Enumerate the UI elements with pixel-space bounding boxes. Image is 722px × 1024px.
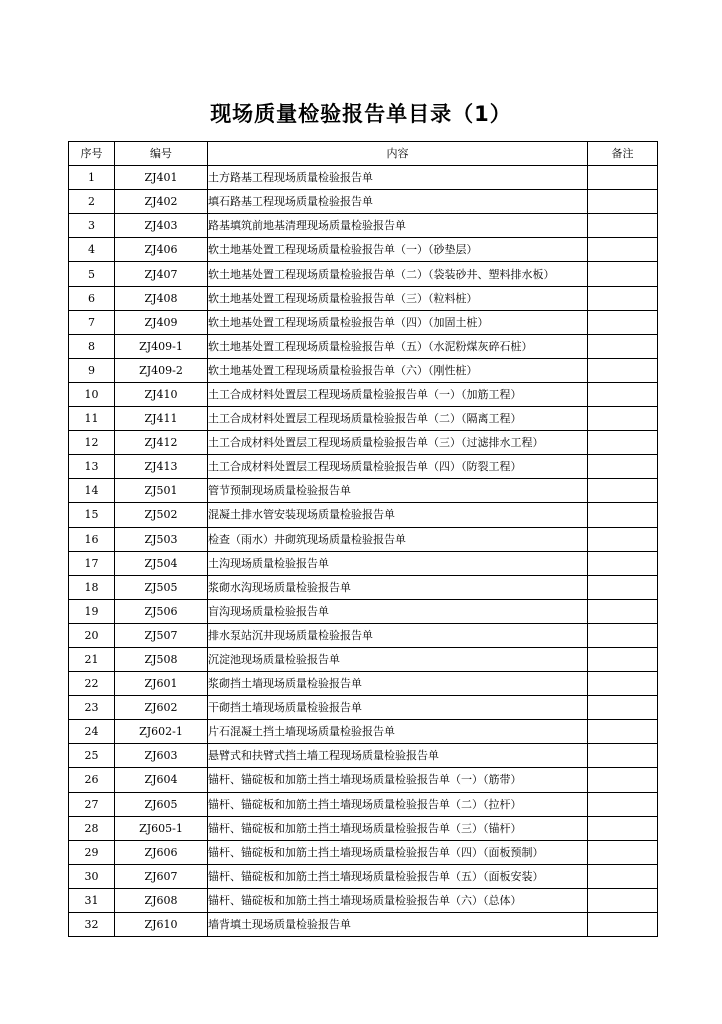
row-seq: 9 (69, 358, 115, 382)
row-seq: 16 (69, 527, 115, 551)
header-code: 编号 (115, 142, 208, 166)
row-content: 管节预制现场质量检验报告单 (208, 479, 588, 503)
row-code: ZJ412 (115, 431, 208, 455)
row-note (588, 358, 658, 382)
row-seq: 4 (69, 238, 115, 262)
header-content: 内容 (208, 142, 588, 166)
row-note (588, 913, 658, 937)
row-seq: 10 (69, 382, 115, 406)
row-code: ZJ603 (115, 744, 208, 768)
table-row (69, 792, 658, 816)
row-code: ZJ602-1 (115, 720, 208, 744)
row-seq: 3 (69, 214, 115, 238)
row-note (588, 431, 658, 455)
row-note (588, 792, 658, 816)
row-content: 片石混凝土挡土墙现场质量检验报告单 (208, 720, 588, 744)
row-seq: 18 (69, 575, 115, 599)
row-note (588, 286, 658, 310)
row-note (588, 647, 658, 671)
row-code: ZJ606 (115, 840, 208, 864)
table-row (69, 551, 658, 575)
table-header-row (69, 142, 658, 166)
row-content: 土工合成材料处置层工程现场质量检验报告单（四）（防裂工程） (208, 455, 588, 479)
row-code: ZJ409 (115, 310, 208, 334)
row-content: 软土地基处置工程现场质量检验报告单（一）（砂垫层） (208, 238, 588, 262)
row-note (588, 623, 658, 647)
row-seq: 14 (69, 479, 115, 503)
row-note (588, 238, 658, 262)
table-row (69, 190, 658, 214)
page-title: 现场质量检验报告单目录（1） (210, 102, 512, 126)
table-row (69, 840, 658, 864)
table-row (69, 864, 658, 888)
row-code: ZJ402 (115, 190, 208, 214)
row-code: ZJ407 (115, 262, 208, 286)
row-seq: 22 (69, 672, 115, 696)
row-seq: 21 (69, 647, 115, 671)
row-seq: 27 (69, 792, 115, 816)
row-seq: 1 (69, 166, 115, 190)
table-row (69, 623, 658, 647)
row-content: 土工合成材料处置层工程现场质量检验报告单（三）（过滤排水工程） (208, 431, 588, 455)
table-row (69, 888, 658, 912)
catalog-table (68, 141, 658, 937)
row-content: 浆砌水沟现场质量检验报告单 (208, 575, 588, 599)
row-note (588, 407, 658, 431)
row-seq: 30 (69, 864, 115, 888)
table-row (69, 238, 658, 262)
row-seq: 8 (69, 334, 115, 358)
table-row (69, 599, 658, 623)
row-content: 混凝土排水管安装现场质量检验报告单 (208, 503, 588, 527)
row-code: ZJ406 (115, 238, 208, 262)
table-row (69, 455, 658, 479)
row-code: ZJ409-2 (115, 358, 208, 382)
row-seq: 5 (69, 262, 115, 286)
row-seq: 28 (69, 816, 115, 840)
row-code: ZJ610 (115, 913, 208, 937)
row-note (588, 696, 658, 720)
row-note (588, 551, 658, 575)
row-code: ZJ502 (115, 503, 208, 527)
row-content: 软土地基处置工程现场质量检验报告单（二）（袋装砂井、塑料排水板） (208, 262, 588, 286)
row-note (588, 840, 658, 864)
header-seq: 序号 (69, 142, 115, 166)
row-note (588, 190, 658, 214)
row-seq: 15 (69, 503, 115, 527)
table-row (69, 431, 658, 455)
row-seq: 17 (69, 551, 115, 575)
row-content: 锚杆、锚碇板和加筋土挡土墙现场质量检验报告单（二）（拉杆） (208, 792, 588, 816)
row-seq: 7 (69, 310, 115, 334)
row-content: 软土地基处置工程现场质量检验报告单（五）（水泥粉煤灰碎石桩） (208, 334, 588, 358)
row-content: 土沟现场质量检验报告单 (208, 551, 588, 575)
row-code: ZJ605 (115, 792, 208, 816)
table-row (69, 672, 658, 696)
row-content: 土方路基工程现场质量检验报告单 (208, 166, 588, 190)
row-code: ZJ601 (115, 672, 208, 696)
row-note (588, 744, 658, 768)
row-content: 软土地基处置工程现场质量检验报告单（四）（加固土桩） (208, 310, 588, 334)
row-seq: 32 (69, 913, 115, 937)
row-content: 浆砌挡土墙现场质量检验报告单 (208, 672, 588, 696)
table-row (69, 768, 658, 792)
row-code: ZJ507 (115, 623, 208, 647)
row-code: ZJ409-1 (115, 334, 208, 358)
row-code: ZJ506 (115, 599, 208, 623)
row-seq: 31 (69, 888, 115, 912)
table-row (69, 503, 658, 527)
row-seq: 11 (69, 407, 115, 431)
row-note (588, 455, 658, 479)
row-note (588, 214, 658, 238)
table-row (69, 575, 658, 599)
table-row (69, 720, 658, 744)
row-note (588, 382, 658, 406)
row-content: 软土地基处置工程现场质量检验报告单（三）（粒料桩） (208, 286, 588, 310)
table-row (69, 816, 658, 840)
row-seq: 6 (69, 286, 115, 310)
row-content: 锚杆、锚碇板和加筋土挡土墙现场质量检验报告单（四）（面板预制） (208, 840, 588, 864)
row-note (588, 672, 658, 696)
table-row (69, 744, 658, 768)
row-seq: 24 (69, 720, 115, 744)
row-seq: 20 (69, 623, 115, 647)
row-content: 盲沟现场质量检验报告单 (208, 599, 588, 623)
row-seq: 2 (69, 190, 115, 214)
row-content: 填石路基工程现场质量检验报告单 (208, 190, 588, 214)
table-row (69, 166, 658, 190)
row-seq: 26 (69, 768, 115, 792)
table-row (69, 262, 658, 286)
row-seq: 23 (69, 696, 115, 720)
table-row (69, 358, 658, 382)
table-row (69, 913, 658, 937)
row-note (588, 864, 658, 888)
row-code: ZJ503 (115, 527, 208, 551)
row-code: ZJ410 (115, 382, 208, 406)
row-content: 检查（雨水）井砌筑现场质量检验报告单 (208, 527, 588, 551)
row-content: 干砌挡土墙现场质量检验报告单 (208, 696, 588, 720)
row-code: ZJ401 (115, 166, 208, 190)
row-note (588, 262, 658, 286)
header-note: 备注 (588, 142, 658, 166)
row-content: 墙背填土现场质量检验报告单 (208, 913, 588, 937)
table-row (69, 214, 658, 238)
row-code: ZJ411 (115, 407, 208, 431)
row-content: 锚杆、锚碇板和加筋土挡土墙现场质量检验报告单（三）（锚杆） (208, 816, 588, 840)
row-note (588, 599, 658, 623)
row-seq: 19 (69, 599, 115, 623)
table-body (69, 166, 658, 937)
table-row (69, 382, 658, 406)
row-seq: 29 (69, 840, 115, 864)
row-seq: 25 (69, 744, 115, 768)
row-content: 沉淀池现场质量检验报告单 (208, 647, 588, 671)
row-code: ZJ413 (115, 455, 208, 479)
row-note (588, 527, 658, 551)
row-note (588, 816, 658, 840)
row-seq: 12 (69, 431, 115, 455)
row-code: ZJ605-1 (115, 816, 208, 840)
row-code: ZJ408 (115, 286, 208, 310)
row-content: 锚杆、锚碇板和加筋土挡土墙现场质量检验报告单（五）（面板安装） (208, 864, 588, 888)
row-code: ZJ403 (115, 214, 208, 238)
row-code: ZJ608 (115, 888, 208, 912)
row-code: ZJ504 (115, 551, 208, 575)
table-row (69, 696, 658, 720)
table-row (69, 527, 658, 551)
row-code: ZJ501 (115, 479, 208, 503)
row-seq: 13 (69, 455, 115, 479)
row-code: ZJ604 (115, 768, 208, 792)
table-row (69, 479, 658, 503)
table-row (69, 310, 658, 334)
row-note (588, 479, 658, 503)
row-code: ZJ602 (115, 696, 208, 720)
row-note (588, 503, 658, 527)
row-note (588, 768, 658, 792)
row-content: 土工合成材料处置层工程现场质量检验报告单（二）（隔离工程） (208, 407, 588, 431)
table-row (69, 286, 658, 310)
row-content: 锚杆、锚碇板和加筋土挡土墙现场质量检验报告单（一）（筋带） (208, 768, 588, 792)
row-note (588, 334, 658, 358)
table-row (69, 647, 658, 671)
row-note (588, 575, 658, 599)
row-code: ZJ607 (115, 864, 208, 888)
row-content: 悬臂式和扶臂式挡土墙工程现场质量检验报告单 (208, 744, 588, 768)
table-row (69, 407, 658, 431)
row-content: 路基填筑前地基清理现场质量检验报告单 (208, 214, 588, 238)
row-note (588, 166, 658, 190)
row-content: 软土地基处置工程现场质量检验报告单（六）（刚性桩） (208, 358, 588, 382)
row-note (588, 720, 658, 744)
row-content: 排水泵站沉井现场质量检验报告单 (208, 623, 588, 647)
row-content: 锚杆、锚碇板和加筋土挡土墙现场质量检验报告单（六）（总体） (208, 888, 588, 912)
row-note (588, 888, 658, 912)
row-code: ZJ505 (115, 575, 208, 599)
row-note (588, 310, 658, 334)
table-row (69, 334, 658, 358)
row-code: ZJ508 (115, 647, 208, 671)
row-content: 土工合成材料处置层工程现场质量检验报告单（一）（加筋工程） (208, 382, 588, 406)
